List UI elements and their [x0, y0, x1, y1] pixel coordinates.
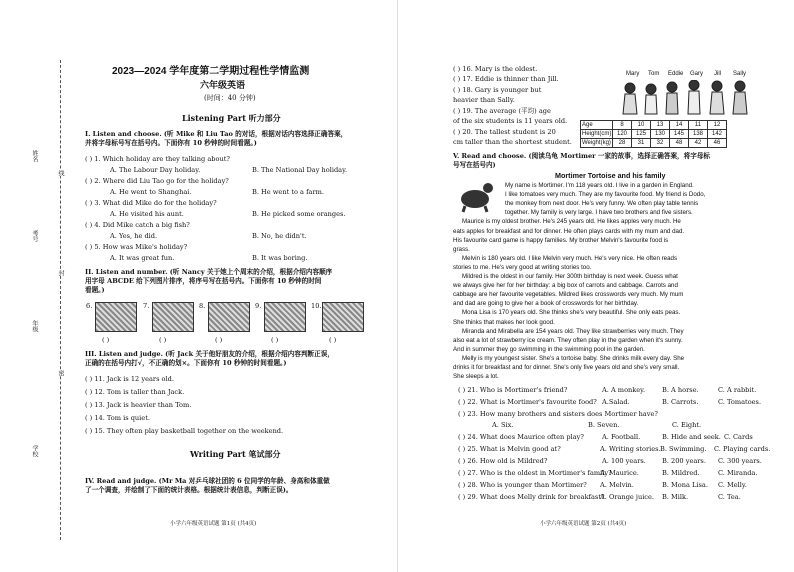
stats-table	[580, 120, 727, 148]
writing-header: Writing Part 笔试部分	[190, 449, 281, 459]
answer-bracket[interactable]: ( )	[215, 336, 223, 344]
option: B. He went to a farm.	[252, 188, 324, 196]
row-label: Height(cm)	[582, 131, 612, 137]
section-2-instructions: II. Listen and number. (听 Nancy 关于她上个周末的介绍，根据介绍内容顺序	[85, 268, 333, 276]
table-row	[581, 130, 727, 139]
row-label: Weight(kg)	[582, 140, 611, 146]
option: A. A monkey.	[602, 386, 646, 394]
student-name: Eddie	[668, 71, 684, 77]
question-1: ( ) 1. Which holiday are they talking about?	[85, 155, 230, 163]
picture-number: 6.	[86, 302, 93, 310]
table-cell: 10	[632, 121, 651, 130]
story-line: we always give her for her birthday: a big box of carrots and cabbage. Carrots and	[453, 282, 678, 290]
answer-bracket[interactable]: ( )	[159, 336, 167, 344]
picture-6	[95, 302, 137, 332]
option: C. Playing cards.	[714, 445, 771, 453]
story-line: Melly is my youngest sister. She's a tortoise baby. She drinks milk every day. She	[462, 354, 685, 362]
question-25: ( ) 25. What is Melvin good at?	[458, 445, 561, 453]
question-5: ( ) 5. How was Mike's holiday?	[85, 243, 188, 251]
table-cell: 142	[708, 130, 727, 139]
table-cell: 125	[632, 130, 651, 139]
answer-bracket[interactable]: ( )	[271, 336, 279, 344]
option: C. 300 years.	[718, 457, 762, 465]
story-line: I like tomatoes very much. They are my favourite food. My friend is Dodo,	[505, 191, 706, 199]
section-4-instructions: IV. Read and judge. (Mr Ma 对乒乓球社团的 6 位同学的年龄、身高和体重做	[85, 477, 330, 485]
margin-label-grade: 年级	[31, 320, 38, 332]
tortoise-illustration	[455, 174, 495, 214]
section-4-instructions: 了一个调查，并绘制了下面的统计表格。根据统计表信息，判断正误)。	[85, 486, 293, 494]
table-cell: 120	[613, 130, 632, 139]
student-figures	[620, 80, 760, 120]
table-cell: 145	[670, 130, 689, 139]
table-cell: 13	[651, 121, 670, 130]
story-line: Melvin is 180 years old. I like Melvin very much. He's very nice. He often reads	[462, 254, 678, 262]
question-12: ( ) 12. Tom is taller than Jack.	[85, 388, 185, 396]
question-27: ( ) 27. Who is the oldest in Mortimer's family?	[458, 469, 612, 477]
question-3: ( ) 3. What did Mike do for the holiday?	[85, 199, 217, 207]
picture-10	[322, 302, 364, 332]
table-cell: 138	[689, 130, 708, 139]
story-line: Mildred is the oldest in our family. Her 300th birthday is next week. Guess what	[462, 273, 678, 280]
question-15: ( ) 15. They often play basketball together on the weekend.	[85, 427, 284, 435]
table-cell: 12	[708, 121, 727, 130]
question-23: ( ) 23. How many brothers and sisters does Mortimer have?	[458, 410, 658, 418]
option: C. Tomatoes.	[718, 398, 762, 406]
option: C. A rabbit.	[718, 386, 757, 394]
story-line: the monkey from next door. He's very funny. We often play table tennis	[505, 200, 699, 208]
question-18: ( ) 18. Gary is younger but	[453, 86, 542, 94]
margin-mark: 密	[57, 370, 64, 376]
table-cell: 28	[613, 139, 632, 148]
exam-subtitle: 六年级英语	[200, 80, 246, 90]
option: B. Carrots.	[662, 398, 699, 406]
option: C. Eight.	[672, 421, 702, 429]
exam-time: (时间：40 分钟)	[204, 94, 256, 102]
section-5-instructions: V. Read and choose. (阅读乌龟 Mortimer 一家的故事，选择正确答案，将字母标	[453, 152, 711, 160]
table-cell: 14	[670, 121, 689, 130]
question-16: ( ) 16. Mary is the oldest.	[453, 65, 538, 73]
question-21: ( ) 21. Who is Mortimer's friend?	[458, 386, 568, 394]
option: A. Maurice.	[600, 469, 639, 477]
question-14: ( ) 14. Tom is quiet.	[85, 414, 150, 422]
option: A. Orange juice.	[600, 493, 654, 501]
section-5-instructions: 号写在括号内)	[453, 161, 496, 169]
question-2: ( ) 2. Where did Liu Tao go for the holiday?	[85, 177, 229, 185]
option: A.Salad.	[602, 398, 630, 406]
section-3-instructions: 正确的在括号内打√，不正确的划×。下面你有 10 秒钟的时间看题。)	[85, 359, 287, 367]
story-line: drinks it for breakfast and for dinner. She's only five years old and she's very small.	[453, 364, 680, 371]
story-line: also eat a lot of strawberry ice cream. They often play in the garden when it's sunny.	[453, 336, 683, 344]
question-13: ( ) 13. Jack is heavier than Tom.	[85, 401, 192, 409]
story-line: Miranda and Mirabella are 154 years old. They like strawberries very much. They	[462, 327, 684, 335]
story-title: Mortimer Tortoise and his family	[555, 171, 666, 180]
exam-title: 2023—2024 学年度第二学期过程性学情监测	[112, 66, 310, 77]
table-cell: 11	[689, 121, 708, 130]
question-19: ( ) 19. The average (平均) age	[453, 107, 551, 115]
story-line: And in summer they go swimming in the swimming pool in the garden.	[453, 345, 645, 353]
picture-number: 9.	[255, 302, 262, 310]
margin-label-name: 姓名	[31, 150, 38, 162]
option: A. 100 years.	[602, 457, 646, 465]
story-line: grass.	[453, 245, 470, 253]
question-20: ( ) 20. The tallest student is 20	[453, 128, 556, 136]
option: C. Cards	[724, 433, 753, 441]
page-footer: 小学六年级英语试题 第2页 (共4页)	[540, 521, 627, 527]
page-divider	[397, 0, 398, 572]
table-cell: 42	[689, 139, 708, 148]
option: A. Football.	[602, 433, 641, 441]
table-row	[581, 139, 727, 148]
margin-label-school: 学校	[31, 445, 38, 457]
option: A. He visited his aunt.	[110, 210, 184, 218]
section-1-instructions: I. Listen and choose. (听 Mike 和 Liu Tao 的对话，根据对话内容选择正确答案，	[85, 130, 348, 138]
table-row	[581, 121, 727, 130]
question-20-cont: cm taller than the shortest student.	[453, 138, 572, 146]
student-name: Gary	[690, 71, 704, 77]
option: B. 200 years.	[662, 457, 706, 465]
margin-label-number: 考号	[31, 230, 38, 242]
story-line: She thinks that makes her look good.	[453, 318, 555, 326]
section-1-instructions: 并将字母标号写在括号内。下面你有 10 秒钟的时间看题。)	[85, 139, 257, 147]
option: A. The Labour Day holiday.	[110, 166, 201, 174]
section-2-instructions: 看题。)	[85, 286, 105, 294]
margin-mark: 封	[57, 270, 64, 276]
option: A. Six.	[492, 421, 514, 429]
question-29: ( ) 29. What does Melly drink for breakfast?	[458, 493, 605, 501]
option: B. A horse.	[662, 386, 699, 394]
question-19-cont: of the six students is 11 years old.	[453, 117, 568, 125]
margin-mark: 线	[57, 170, 64, 176]
question-4: ( ) 4. Did Mike catch a big fish?	[85, 221, 190, 229]
section-2-instructions: 用字母 ABCDE 给下列图片排序，将序号写在括号内。下面你有 10 秒钟的时间	[85, 277, 322, 285]
table-cell: 31	[632, 139, 651, 148]
option: A. Writing stories.	[600, 445, 661, 453]
option: B. Hide and seek.	[662, 433, 721, 441]
option: B. No, he didn't.	[252, 232, 307, 240]
picture-9	[264, 302, 306, 332]
option: B. Swimming.	[660, 445, 707, 453]
picture-number: 7.	[143, 302, 150, 310]
story-line: together. My family is very large. I have two brothers and five sisters.	[505, 209, 693, 217]
option: B. Mona Lisa.	[662, 481, 708, 489]
option: C. Miranda.	[718, 469, 758, 477]
option: B. He picked some oranges.	[252, 210, 346, 218]
option: A. Yes, he did.	[110, 232, 158, 240]
table-cell: 32	[651, 139, 670, 148]
story-line: His favourite card game is happy families. My brother Melvin's favourite food is	[453, 236, 669, 244]
story-line: My name is Mortimer. I'm 118 years old. I live in a garden in England.	[505, 182, 694, 189]
picture-7	[152, 302, 194, 332]
table-cell: 130	[651, 130, 670, 139]
student-name: Jill	[714, 71, 721, 77]
story-line: Mona Lisa is 170 years old. She thinks she's very beautiful. She only eats peas.	[462, 309, 681, 317]
picture-8	[208, 302, 250, 332]
student-name: Mary	[626, 71, 640, 77]
answer-bracket[interactable]: ( )	[102, 336, 110, 344]
seal-line	[60, 60, 61, 540]
listening-header: Listening Part 听力部分	[182, 113, 281, 123]
student-name: Tom	[648, 71, 660, 77]
row-label: Age	[581, 121, 613, 130]
page-footer: 小学六年级英语试题 第1页 (共4页)	[170, 521, 257, 527]
option: B. Seven.	[588, 421, 620, 429]
option: C. Tea.	[718, 493, 741, 501]
table-cell: 48	[670, 139, 689, 148]
option: B. It was boring.	[252, 254, 308, 262]
option: B. Mildred.	[662, 469, 700, 477]
option: A. Melvin.	[600, 481, 634, 489]
option: C. Melly.	[718, 481, 747, 489]
story-line: stories to me. He's very good at writing stories too.	[453, 263, 592, 271]
student-name: Sally	[733, 71, 747, 77]
question-28: ( ) 28. Who is younger than Mortimer?	[458, 481, 587, 489]
story-line: She sleeps a lot.	[453, 373, 499, 381]
story-line: Maurice is my oldest brother. He's 245 years old. He likes apples very much. He	[462, 218, 681, 226]
option: B. Milk.	[662, 493, 689, 501]
table-cell: 8	[613, 121, 632, 130]
option: A. He went to Shanghai.	[110, 188, 192, 196]
question-11: ( ) 11. Jack is 12 years old.	[85, 375, 174, 383]
table-cell: 46	[708, 139, 727, 148]
question-17: ( ) 17. Eddie is thinner than Jill.	[453, 75, 559, 83]
question-24: ( ) 24. What does Maurice often play?	[458, 433, 584, 441]
story-line: eats apples for breakfast and for dinner. He often plays cards with my mum and dad.	[453, 227, 685, 235]
option: B. The National Day holiday.	[252, 166, 348, 174]
answer-bracket[interactable]: ( )	[329, 336, 337, 344]
story-line: and dad are going to give her a book of crosswords for her birthday.	[453, 300, 639, 308]
story-line: cabbage are her favourite vegetables. Mildred likes crosswords very much. My mum	[453, 291, 684, 299]
picture-number: 8.	[199, 302, 206, 310]
question-22: ( ) 22. What is Mortimer's favourite food?	[458, 398, 597, 406]
section-3-instructions: III. Listen and judge. (听 Jack 关于他好朋友的介绍，根据介绍内容判断正误，	[85, 350, 334, 358]
picture-number: 10.	[311, 302, 322, 310]
question-26: ( ) 26. How old is Mildred?	[458, 457, 548, 465]
option: A. It was great fun.	[110, 254, 175, 262]
question-18-cont: heavier than Sally.	[453, 96, 515, 104]
